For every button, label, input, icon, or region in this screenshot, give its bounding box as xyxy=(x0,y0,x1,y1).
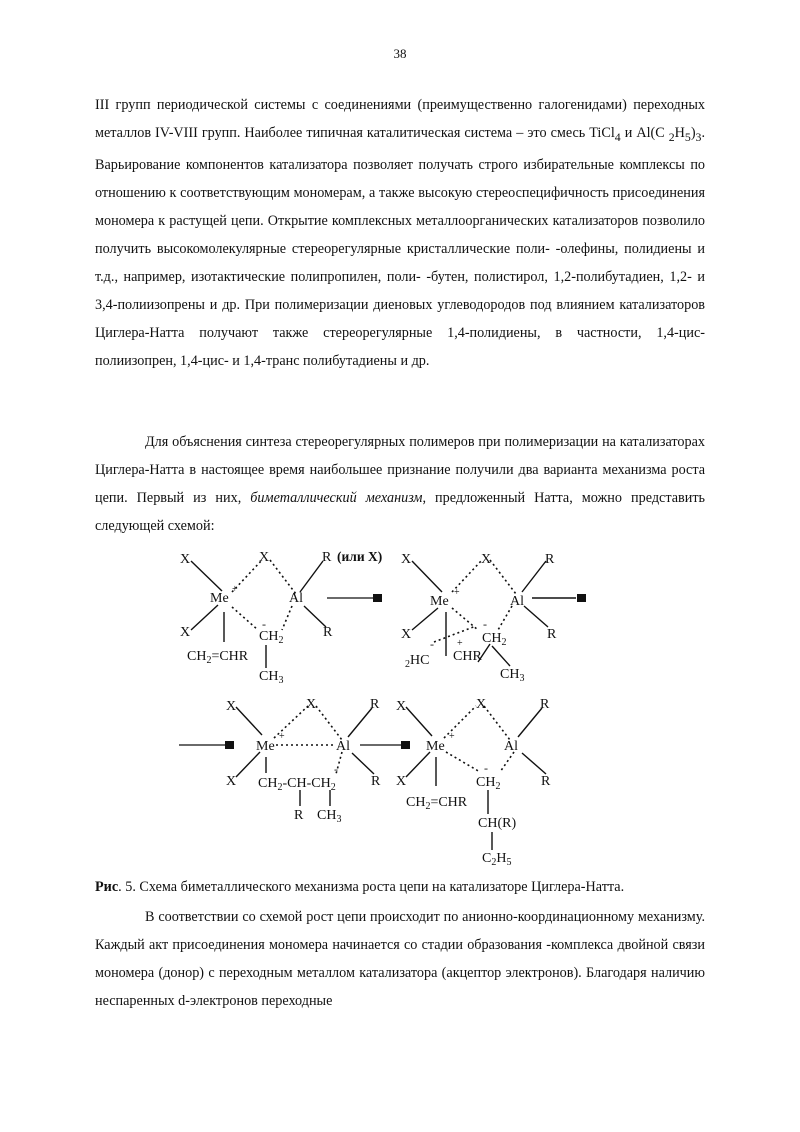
text-fragment: ) xyxy=(690,125,696,141)
metal-me: Me xyxy=(210,591,229,606)
text-fragment: , предложенный Натта, можно представить следующей схемой: xyxy=(95,490,705,534)
group-ch2: $CH_2$ xyxy=(482,631,507,648)
reaction-arrow xyxy=(327,594,382,602)
charge-plus: + xyxy=(454,587,460,598)
ligand-r: R xyxy=(540,697,550,712)
group-2hc: $_2$HC xyxy=(405,653,430,670)
charge-minus: - xyxy=(430,637,434,651)
figure-caption xyxy=(95,876,715,898)
charge-minus: - xyxy=(334,762,338,776)
text-body: Для объяснения синтеза стереорегулярных полимеров при полимеризации на катализаторах Циглера-Натта в настоящее время наибольшее признание получили два варианта механизма роста цепи. Первый из них, xyxy=(95,434,705,506)
subscript: 2 xyxy=(668,129,675,144)
charge-plus: + xyxy=(232,584,238,595)
ligand-x: X xyxy=(401,552,412,567)
group-ch2: $CH_2$ xyxy=(259,629,284,646)
group-ch-r: CH(R) xyxy=(478,816,517,831)
ligand-r: R xyxy=(371,774,381,789)
charge-plus: + xyxy=(449,731,455,742)
structure-2 xyxy=(401,552,586,684)
group-ch3: $CH_3$ xyxy=(317,808,342,825)
subscript: 5 xyxy=(684,129,691,144)
chain-ch2-ch-ch2: $CH_2-CH-CH_2$ xyxy=(258,776,336,793)
aluminium-al: Al xyxy=(289,591,303,606)
ligand-x: X xyxy=(396,699,407,714)
ligand-x: X xyxy=(180,552,191,567)
ligand-r: R xyxy=(370,697,380,712)
group-ch3: $CH_3$ xyxy=(259,669,284,686)
reaction-arrow xyxy=(179,741,234,749)
charge-minus: - xyxy=(484,761,488,775)
group-ch2: $CH_2$ xyxy=(476,775,501,792)
structure-4 xyxy=(396,697,551,868)
charge-minus: - xyxy=(262,617,266,631)
metal-me: Me xyxy=(256,739,275,754)
ligand-r: R xyxy=(541,774,551,789)
italic-term: биметаллический механизм xyxy=(250,490,423,506)
structure-3 xyxy=(226,697,410,825)
ligand-alternative: (или X) xyxy=(337,549,383,564)
ligand-x: X xyxy=(226,774,237,789)
text-body: строго избирательные комплексы по отношению к соответствующим мономерам, а также высокую стереоспецифичность присоединения мономера к растущей цепи. Открытие комплексных металлоорганических катализаторов позволило получить высокомолекулярные стереорегулярные кристаллические поли- -олефины, полидиены и т.д., например, изотактические полипропилен, поли- -бутен, полистирол, 1,2-полибутадиен, 1,2- и 3,4-полиизопрены и др. При полимеризации диеновых углеводородов под влиянием катализаторов Циглера-Натта получают также стереорегулярные 1,4-полидиены, в частности, 1,4-цис-полиизопрен, 1,4-цис- и 1,4-транс полибутадиены и др. xyxy=(95,156,706,369)
caption-label: Рис xyxy=(95,879,119,895)
text-fragment: H xyxy=(674,125,685,141)
charge-plus: + xyxy=(279,731,285,742)
text-line: смесь TiCl xyxy=(550,125,615,141)
ligand-r: R xyxy=(322,550,332,565)
group-ch3: $CH_3$ xyxy=(500,667,525,684)
ligand-x: X xyxy=(476,697,487,712)
text-fragment: . Варьирование компонентов катализатора позволяет получать xyxy=(95,125,706,173)
aluminium-al: Al xyxy=(336,739,350,754)
paragraph-growth xyxy=(95,903,705,1015)
charge-plus: + xyxy=(457,638,463,649)
page-number: 38 xyxy=(393,46,407,61)
subscript: 3 xyxy=(695,129,702,144)
group-chr: CHR xyxy=(453,649,482,664)
ligand-r: R xyxy=(545,552,555,567)
ligand-r: R xyxy=(323,625,333,640)
ligand-x: X xyxy=(226,699,237,714)
ligand-x: X xyxy=(401,627,412,642)
structure-1 xyxy=(180,549,382,686)
metal-me: Me xyxy=(430,594,449,609)
monomer-ch2-chr: $CH_2=CHR$ xyxy=(187,649,249,666)
group-c2h5: $C_2H_5$ xyxy=(482,851,512,868)
monomer-ch2-chr: $CH_2=CHR$ xyxy=(406,795,468,812)
text-line: III групп периодической системы с соединениями (преимущественно галогенидами) xyxy=(95,97,627,113)
group-r: R xyxy=(294,808,304,823)
ligand-x: X xyxy=(481,552,492,567)
aluminium-al: Al xyxy=(510,594,524,609)
subscript: 4 xyxy=(614,129,621,144)
ligand-x: X xyxy=(306,697,317,712)
caption-text: . 5. Схема биметаллического механизма роста цепи на катализаторе Циглера-Натта. xyxy=(118,879,625,895)
ligand-x: X xyxy=(259,550,270,565)
ligand-x: X xyxy=(180,625,191,640)
metal-me: Me xyxy=(426,739,445,754)
ligand-r: R xyxy=(547,627,557,642)
text-body: В соответствии со схемой рост цепи происходит по анионно-координационному механизму. Каждый акт присоединения мономера начинается со стадии образования -комплекса двойной связи мономера (донор) с переходным металлом катализатора (акцептор электронов). Благодаря наличию неспаренных d-электронов переходные xyxy=(95,909,705,1009)
charge-minus: - xyxy=(483,617,487,631)
text-fragment: и Al(C xyxy=(620,125,669,141)
aluminium-al: Al xyxy=(504,739,518,754)
ligand-x: X xyxy=(396,774,407,789)
text-line: переходных металлов IV-VIII групп. Наиболее типичная каталитическая система – это xyxy=(95,97,705,141)
